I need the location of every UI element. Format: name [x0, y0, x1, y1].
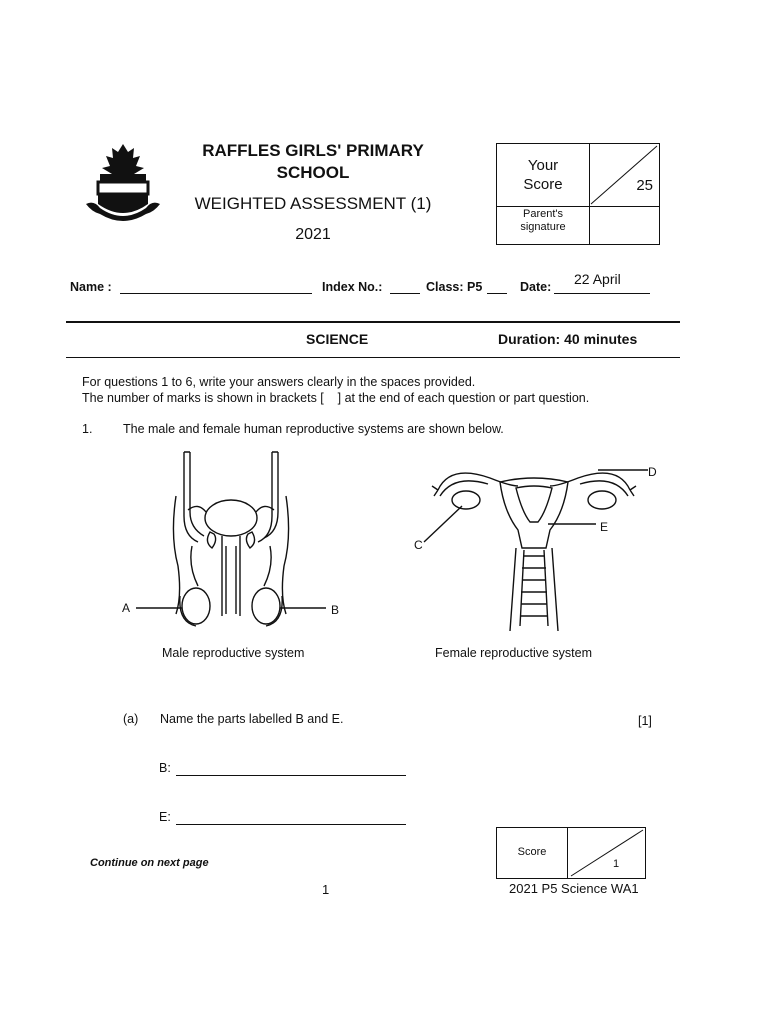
score-total: 25	[636, 177, 653, 194]
school-crest-logo	[84, 142, 162, 232]
page-number: 1	[322, 882, 330, 897]
answer-b-field[interactable]	[176, 775, 406, 776]
question-score-label: Score	[517, 846, 547, 858]
answer-b-label: B:	[159, 761, 171, 775]
index-label: Index No.:	[322, 280, 383, 294]
assessment-year: 2021	[295, 226, 331, 243]
index-field[interactable]	[390, 293, 420, 294]
label-b: B	[331, 603, 340, 617]
date-field[interactable]	[554, 293, 650, 294]
name-label: Name :	[70, 280, 112, 294]
label-a: A	[122, 601, 131, 615]
instructions-line1: For questions 1 to 6, write your answers clearly in the spaces provided.	[82, 375, 476, 389]
subject-bar-bottom-rule	[66, 357, 680, 358]
question-text: The male and female human reproductive systems are shown below.	[123, 422, 504, 436]
female-reproductive-diagram	[400, 456, 660, 631]
answer-e-label: E:	[159, 810, 171, 824]
date-label: Date:	[520, 280, 552, 294]
question-score-total: 1	[613, 858, 620, 870]
male-reproductive-diagram	[118, 446, 348, 631]
parent-signature-label: Parent's signature	[520, 208, 566, 233]
name-field[interactable]	[120, 293, 312, 294]
answer-e-field[interactable]	[176, 824, 406, 825]
duration: Duration: 40 minutes	[498, 331, 638, 347]
paper-code: 2021 P5 Science WA1	[509, 881, 639, 896]
continue-note: Continue on next page	[90, 857, 209, 869]
your-score-label: Your Score	[523, 157, 563, 193]
class-field[interactable]	[487, 293, 507, 294]
instructions-line2: The number of marks is shown in brackets [ ] at the end of each question or part question.	[82, 391, 590, 405]
question-score-diagonal	[567, 828, 645, 878]
assessment-title: WEIGHTED ASSESSMENT (1)	[194, 194, 432, 213]
male-caption: Male reproductive system	[162, 646, 305, 660]
label-d: D	[648, 465, 657, 479]
female-caption: Female reproductive system	[435, 646, 593, 660]
school-name	[168, 140, 458, 184]
date-value: 22 April	[574, 271, 621, 287]
question-score-box	[496, 827, 646, 879]
part-a-text: Name the parts labelled B and E.	[160, 712, 344, 726]
school-name-line2: SCHOOL	[276, 163, 350, 182]
part-a-label: (a)	[123, 712, 139, 726]
label-c: C	[414, 538, 423, 552]
subject-title: SCIENCE	[306, 331, 369, 347]
subject-bar-top-rule	[66, 321, 680, 323]
part-a-marks: [1]	[638, 714, 652, 728]
class-label: Class: P5	[426, 280, 483, 294]
school-name-line1: RAFFLES GIRLS' PRIMARY	[202, 141, 424, 160]
score-box	[496, 143, 660, 245]
score-diagonal	[589, 144, 659, 206]
question-number: 1.	[82, 422, 93, 436]
label-e: E	[600, 520, 609, 534]
